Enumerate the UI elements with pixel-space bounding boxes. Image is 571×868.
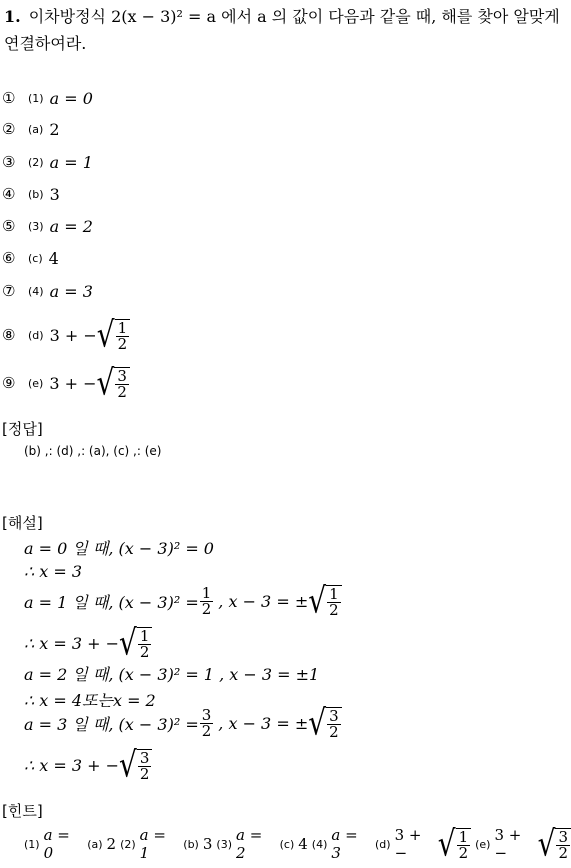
hint-text: a = 1 xyxy=(139,826,166,862)
item-number: ⑥ xyxy=(2,249,16,267)
item-text: a = 3 xyxy=(49,281,93,301)
hint-tag: (1) xyxy=(24,837,40,851)
item-tag: (1) xyxy=(28,91,44,105)
explanation-text: a = 1 일 때, (x − 3)² = xyxy=(24,592,199,612)
item-text: 3 + − xyxy=(49,325,97,345)
item-tag: (2) xyxy=(28,155,44,169)
answer-text: (b) ,: (d) ,: (a), (c) ,: (e) xyxy=(24,444,162,458)
item-number: ⑧ xyxy=(2,326,16,344)
denominator: 2 xyxy=(329,722,339,741)
explanation-line xyxy=(24,579,342,621)
item-number: ⑦ xyxy=(2,282,16,300)
sqrt-fraction: √ $\frac{1}{2}$ xyxy=(308,585,341,618)
hint-text: 3 + − xyxy=(494,826,522,862)
hint-tag: (3) xyxy=(216,837,232,851)
list-item xyxy=(2,182,60,206)
list-item xyxy=(2,117,60,141)
item-tag: (4) xyxy=(28,284,44,298)
item-number: ① xyxy=(2,89,16,107)
hint-text: a = 2 xyxy=(236,826,263,862)
numerator: 1 xyxy=(139,626,150,645)
numerator: 3 xyxy=(117,366,127,385)
explanation-heading: [해설] xyxy=(2,514,43,532)
hint-text: 2 xyxy=(106,835,117,853)
answer-heading: [정답] xyxy=(2,420,43,438)
denominator: 2 xyxy=(117,334,128,353)
explanation-text: , x − 3 = ± xyxy=(218,713,309,733)
item-text: 3 + − xyxy=(49,373,97,393)
sqrt-fraction: √ $\frac{1}{2}$ xyxy=(97,319,130,352)
hint-text: 3 xyxy=(202,835,213,853)
fraction xyxy=(200,705,214,740)
sqrt-fraction: √ $\frac{3}{2}$ xyxy=(119,749,152,782)
item-text: 3 xyxy=(49,184,60,204)
item-number: ⑤ xyxy=(2,217,16,235)
item-number: ⑨ xyxy=(2,374,16,392)
hint-text: a = 3 xyxy=(331,826,358,862)
hint-text: 4 xyxy=(298,835,308,853)
hint-tag: (a) xyxy=(87,837,103,851)
item-tag: (3) xyxy=(28,219,44,233)
list-item xyxy=(2,313,130,355)
hint-tag: (b) xyxy=(183,837,199,851)
numerator: 1 xyxy=(117,318,128,337)
explanation-text: , x − 3 = ± xyxy=(218,591,309,611)
list-item xyxy=(2,246,59,270)
numerator: 3 xyxy=(558,827,568,846)
item-tag: (d) xyxy=(28,328,44,342)
denominator: 2 xyxy=(329,600,339,619)
sqrt-fraction: √ $\frac{1}{2}$ xyxy=(438,828,471,861)
numerator: 1 xyxy=(458,827,469,846)
explanation-line: a = 2 일 때, (x − 3)² = 1 , x − 3 = ±1 xyxy=(24,665,320,684)
denominator: 2 xyxy=(139,764,150,783)
question-text-1: 이차방정식 2(x − 3)² = a 에서 a 의 값이 다음과 같을 때, 해를 찾아 알맞게 xyxy=(28,7,560,26)
explanation-line: ∴ x = 4또는x = 2 xyxy=(24,691,156,710)
denominator: 2 xyxy=(458,843,469,862)
numerator: 1 xyxy=(201,583,212,602)
hint-tag: (4) xyxy=(311,837,328,851)
hint-tag: (2) xyxy=(120,837,136,851)
hint-tag: (e) xyxy=(475,837,491,851)
denominator: 2 xyxy=(558,843,568,862)
explanation-line xyxy=(24,701,342,743)
denominator: 2 xyxy=(201,721,212,740)
item-number: ④ xyxy=(2,185,16,203)
list-item xyxy=(2,361,130,403)
hint-text: a = 0 xyxy=(43,826,70,862)
explanation-line: ∴ x = 3 xyxy=(24,562,83,581)
question-number: 1. xyxy=(4,7,21,26)
list-item xyxy=(2,86,93,110)
denominator: 2 xyxy=(139,642,150,661)
list-item xyxy=(2,214,93,238)
sqrt-fraction: √ $\frac{3}{2}$ xyxy=(97,367,130,400)
sqrt-fraction: √ $\frac{3}{2}$ xyxy=(538,828,571,861)
item-number: ② xyxy=(2,120,16,138)
item-text: a = 2 xyxy=(49,216,93,236)
hint-tag: (d) xyxy=(375,837,391,851)
hint-heading: [힌트] xyxy=(2,802,43,820)
explanation-text: ∴ x = 3 + − xyxy=(24,755,120,775)
item-number: ③ xyxy=(2,153,16,171)
item-tag: (e) xyxy=(28,376,44,390)
item-text: a = 0 xyxy=(49,88,93,108)
denominator: 2 xyxy=(117,382,127,401)
sqrt-fraction: √ $\frac{1}{2}$ xyxy=(119,627,152,660)
item-text: a = 1 xyxy=(49,152,93,172)
explanation-line xyxy=(24,743,152,785)
explanation-line: a = 0 일 때, (x − 3)² = 0 xyxy=(24,539,214,558)
numerator: 3 xyxy=(201,705,212,724)
explanation-text: ∴ x = 3 + − xyxy=(24,633,120,653)
hint-line xyxy=(24,822,571,864)
numerator: 1 xyxy=(329,584,339,603)
hint-text: 3 + − xyxy=(394,826,422,862)
hint-tag: (c) xyxy=(279,837,295,851)
explanation-text: a = 3 일 때, (x − 3)² = xyxy=(24,714,199,734)
item-tag: (a) xyxy=(28,122,44,136)
question-line-2: 연결하여라. xyxy=(4,34,87,53)
item-tag: (b) xyxy=(28,187,44,201)
question-line-1 xyxy=(4,4,560,27)
item-text: 4 xyxy=(48,248,59,268)
numerator: 3 xyxy=(139,748,150,767)
item-tag: (c) xyxy=(28,251,43,265)
item-text: 2 xyxy=(49,119,60,139)
explanation-line xyxy=(24,621,152,663)
list-item xyxy=(2,150,93,174)
denominator: 2 xyxy=(201,599,212,618)
numerator: 3 xyxy=(329,706,339,725)
fraction xyxy=(200,583,214,618)
sqrt-fraction: √ $\frac{3}{2}$ xyxy=(308,707,341,740)
list-item xyxy=(2,279,93,303)
